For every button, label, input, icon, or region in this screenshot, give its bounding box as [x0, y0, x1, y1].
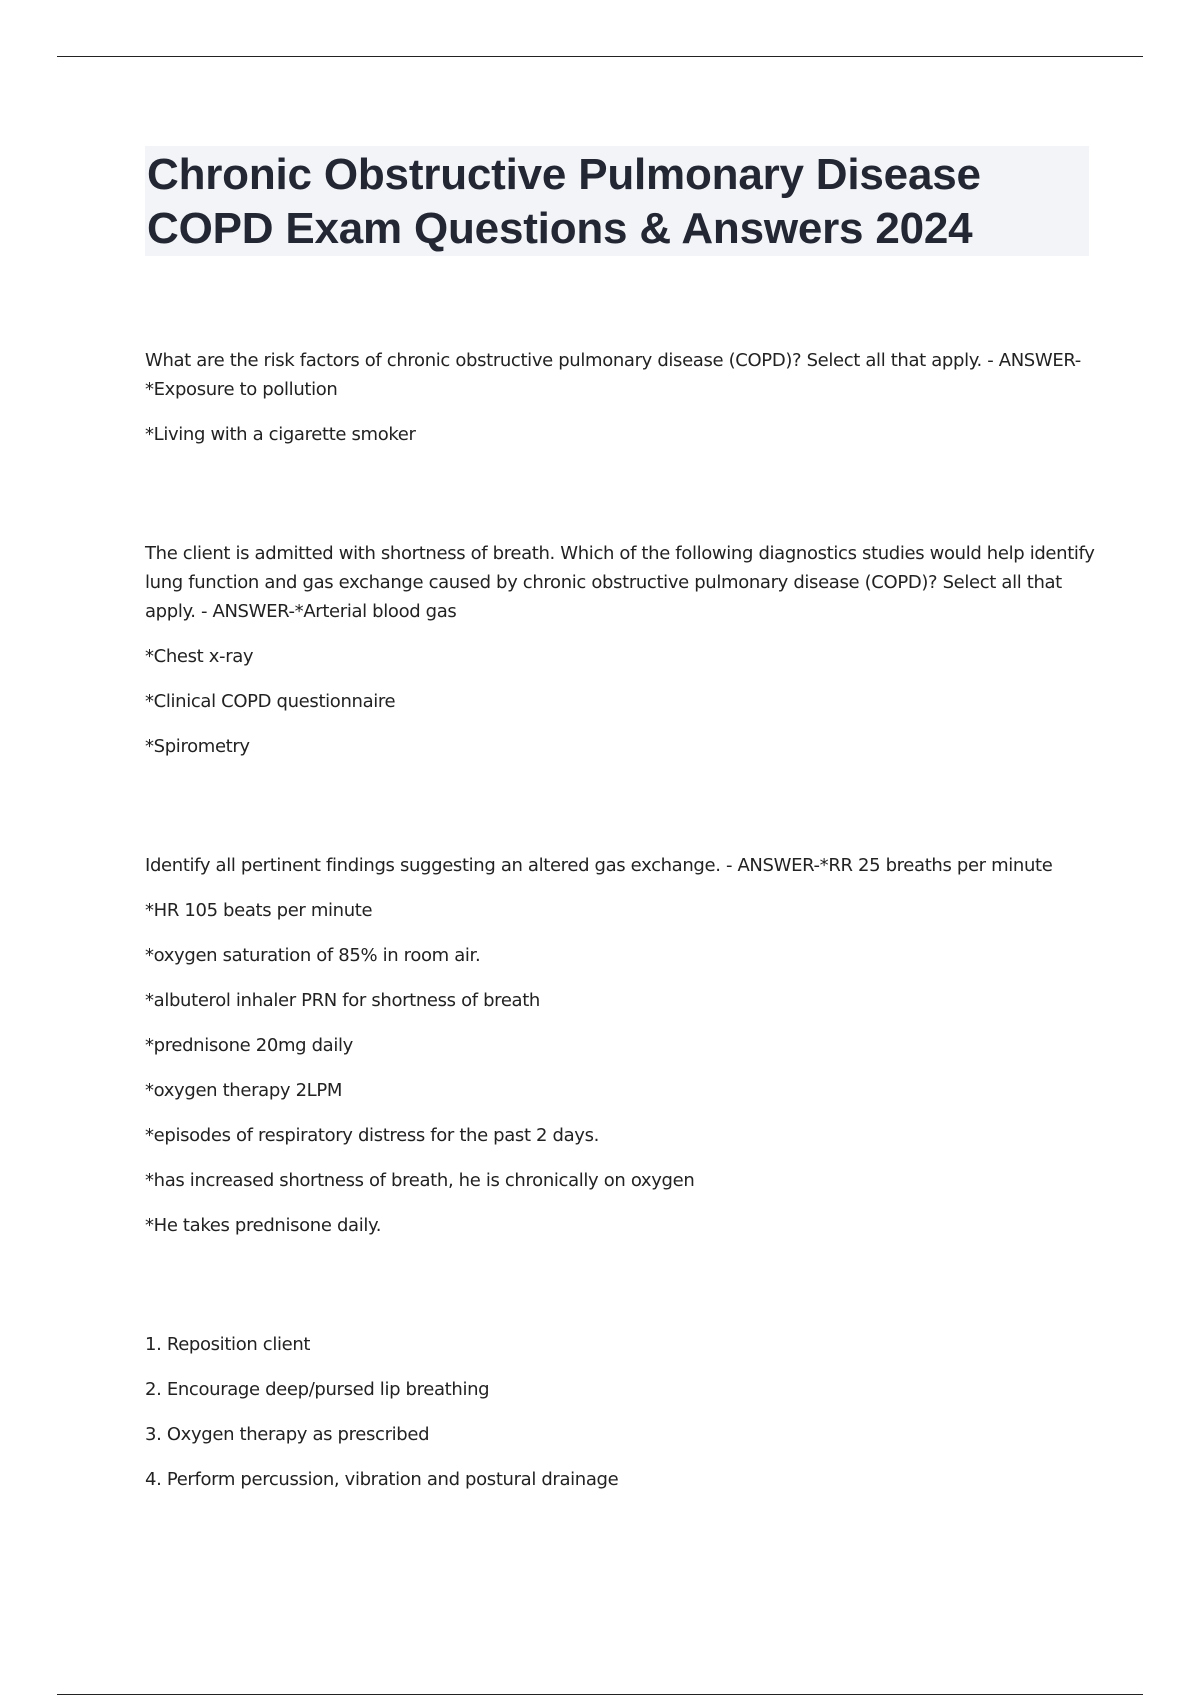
answer-item: *oxygen therapy 2LPM	[145, 1080, 343, 1101]
qa-item	[145, 851, 1095, 1240]
answer-item: *prednisone 20mg daily	[145, 1035, 353, 1056]
document-body	[145, 346, 1095, 1494]
step-item: 1. Reposition client	[145, 1334, 311, 1355]
answer-item: *has increased shortness of breath, he is chronically on oxygen	[145, 1170, 695, 1191]
answer-item: *He takes prednisone daily.	[145, 1215, 382, 1236]
footer-rule	[57, 1694, 1143, 1695]
answer-item: *Spirometry	[145, 736, 250, 757]
answer-item: *Clinical COPD questionnaire	[145, 691, 396, 712]
answer-item: *albuterol inhaler PRN for shortness of breath	[145, 990, 540, 1011]
question-text: The client is admitted with shortness of breath. Which of the following diagnostics studies would help identify lung function and gas exchange caused by chronic obstructive pulmonary disease (COPD)? Select all that apply. - ANSWER-*Arterial blood gas	[145, 543, 1095, 622]
document-title	[145, 146, 1089, 256]
step-item: 4. Perform percussion, vibration and postural drainage	[145, 1469, 619, 1490]
question-text: What are the risk factors of chronic obstructive pulmonary disease (COPD)? Select all that apply. - ANSWER-*Exposure to pollution	[145, 350, 1081, 400]
answer-item: *Living with a cigarette smoker	[145, 424, 416, 445]
answer-item: *oxygen saturation of 85% in room air.	[145, 945, 481, 966]
step-item: 2. Encourage deep/pursed lip breathing	[145, 1379, 490, 1400]
header-rule	[57, 56, 1143, 57]
answer-item: *episodes of respiratory distress for the past 2 days.	[145, 1125, 599, 1146]
title-line: Chronic Obstructive Pulmonary Disease	[147, 150, 981, 199]
intervention-steps	[145, 1330, 1095, 1494]
answer-item: *HR 105 beats per minute	[145, 900, 373, 921]
qa-item	[145, 346, 1095, 449]
title-line: COPD Exam Questions & Answers 2024	[147, 204, 973, 253]
step-item: 3. Oxygen therapy as prescribed	[145, 1424, 430, 1445]
question-text: Identify all pertinent findings suggesting an altered gas exchange. - ANSWER-*RR 25 breaths per minute	[145, 855, 1053, 876]
qa-item	[145, 539, 1095, 761]
answer-item: *Chest x-ray	[145, 646, 254, 667]
